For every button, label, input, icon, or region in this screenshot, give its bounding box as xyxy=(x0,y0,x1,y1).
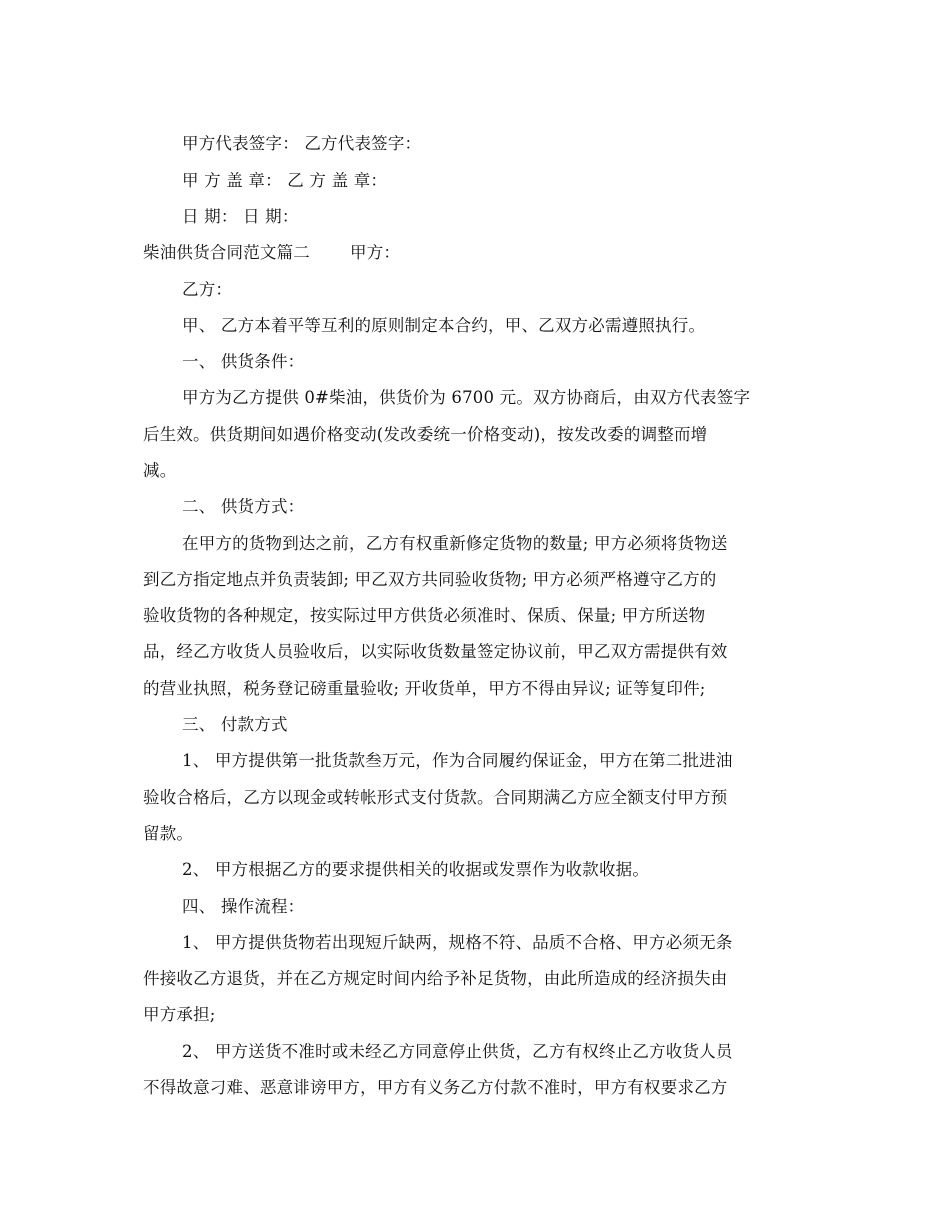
seal-line: 甲 方 盖 章： 乙 方 盖 章： xyxy=(182,171,388,190)
section-title-line xyxy=(143,242,400,264)
paragraph-line: 在甲方的货物到达之前，乙方有权重新修定货物的数量; 甲方必须将货物送 xyxy=(182,534,728,553)
paragraph-line: 验收合格后，乙方以现金或转帐形式支付货款。合同期满乙方应全额支付甲方预 xyxy=(143,788,728,807)
paragraph-line: 2、 甲方根据乙方的要求提供相关的收据或发票作为收款收据。 xyxy=(182,860,650,879)
paragraph-line: 到乙方指定地点并负责装卸; 甲乙双方共同验收货物; 甲方必须严格遵守乙方的 xyxy=(143,570,717,589)
paragraph-line: 2、 甲方送货不准时或未经乙方同意停止供货，乙方有权终止乙方收货人员 xyxy=(182,1042,733,1061)
paragraph-line: 减。 xyxy=(143,461,177,480)
paragraph-line: 1、 甲方提供第一批货款叁万元，作为合同履约保证金，甲方在第二批进油 xyxy=(182,751,733,770)
preamble-paragraph: 甲、 乙方本着平等互利的原则制定本合约，甲、乙双方必需遵照执行。 xyxy=(182,316,706,335)
paragraph-line: 品，经乙方收货人员验收后，以实际收货数量签定协议前，甲乙双方需提供有效 xyxy=(143,642,728,661)
paragraph-line: 件接收乙方退货，并在乙方规定时间内给予补足货物，由此所造成的经济损失由 xyxy=(143,969,728,988)
party-a-label: 甲方： xyxy=(350,243,401,262)
paragraph-line: 验收货物的各种规定，按实际过甲方供货必须准时、保质、保量; 甲方所送物 xyxy=(143,606,706,625)
paragraph-line: 甲方承担; xyxy=(143,1005,216,1024)
document-title: 柴油供货合同范文篇二 xyxy=(143,243,310,262)
heading-supply-method: 二、 供货方式： xyxy=(182,497,305,516)
paragraph-line: 甲方为乙方提供 0#柴油，供货价为 6700 元。双方协商后，由双方代表签字 xyxy=(182,388,751,407)
paragraph-line: 不得故意刁难、恶意诽谤甲方，甲方有义务乙方付款不准时，甲方有权要求乙方 xyxy=(143,1078,728,1097)
paragraph-line: 1、 甲方提供货物若出现短斤缺两，规格不符、品质不合格、甲方必须无条 xyxy=(182,933,733,952)
signature-line: 甲方代表签字： 乙方代表签字： xyxy=(182,134,422,153)
paragraph-line: 留款。 xyxy=(143,824,194,843)
heading-supply-conditions: 一、 供货条件： xyxy=(182,352,305,371)
heading-operation-process: 四、 操作流程： xyxy=(182,897,305,916)
heading-payment-method: 三、 付款方式 xyxy=(182,715,288,734)
party-b-label: 乙方： xyxy=(182,280,233,299)
paragraph-line: 的营业执照，税务登记磅重量验收; 开收货单，甲方不得由异议; 证等复印件; xyxy=(143,679,706,698)
date-line: 日 期： 日 期： xyxy=(182,207,299,226)
paragraph-line: 后生效。供货期间如遇价格变动(发改委统一价格变动)，按发改委的调整而增 xyxy=(143,425,708,444)
